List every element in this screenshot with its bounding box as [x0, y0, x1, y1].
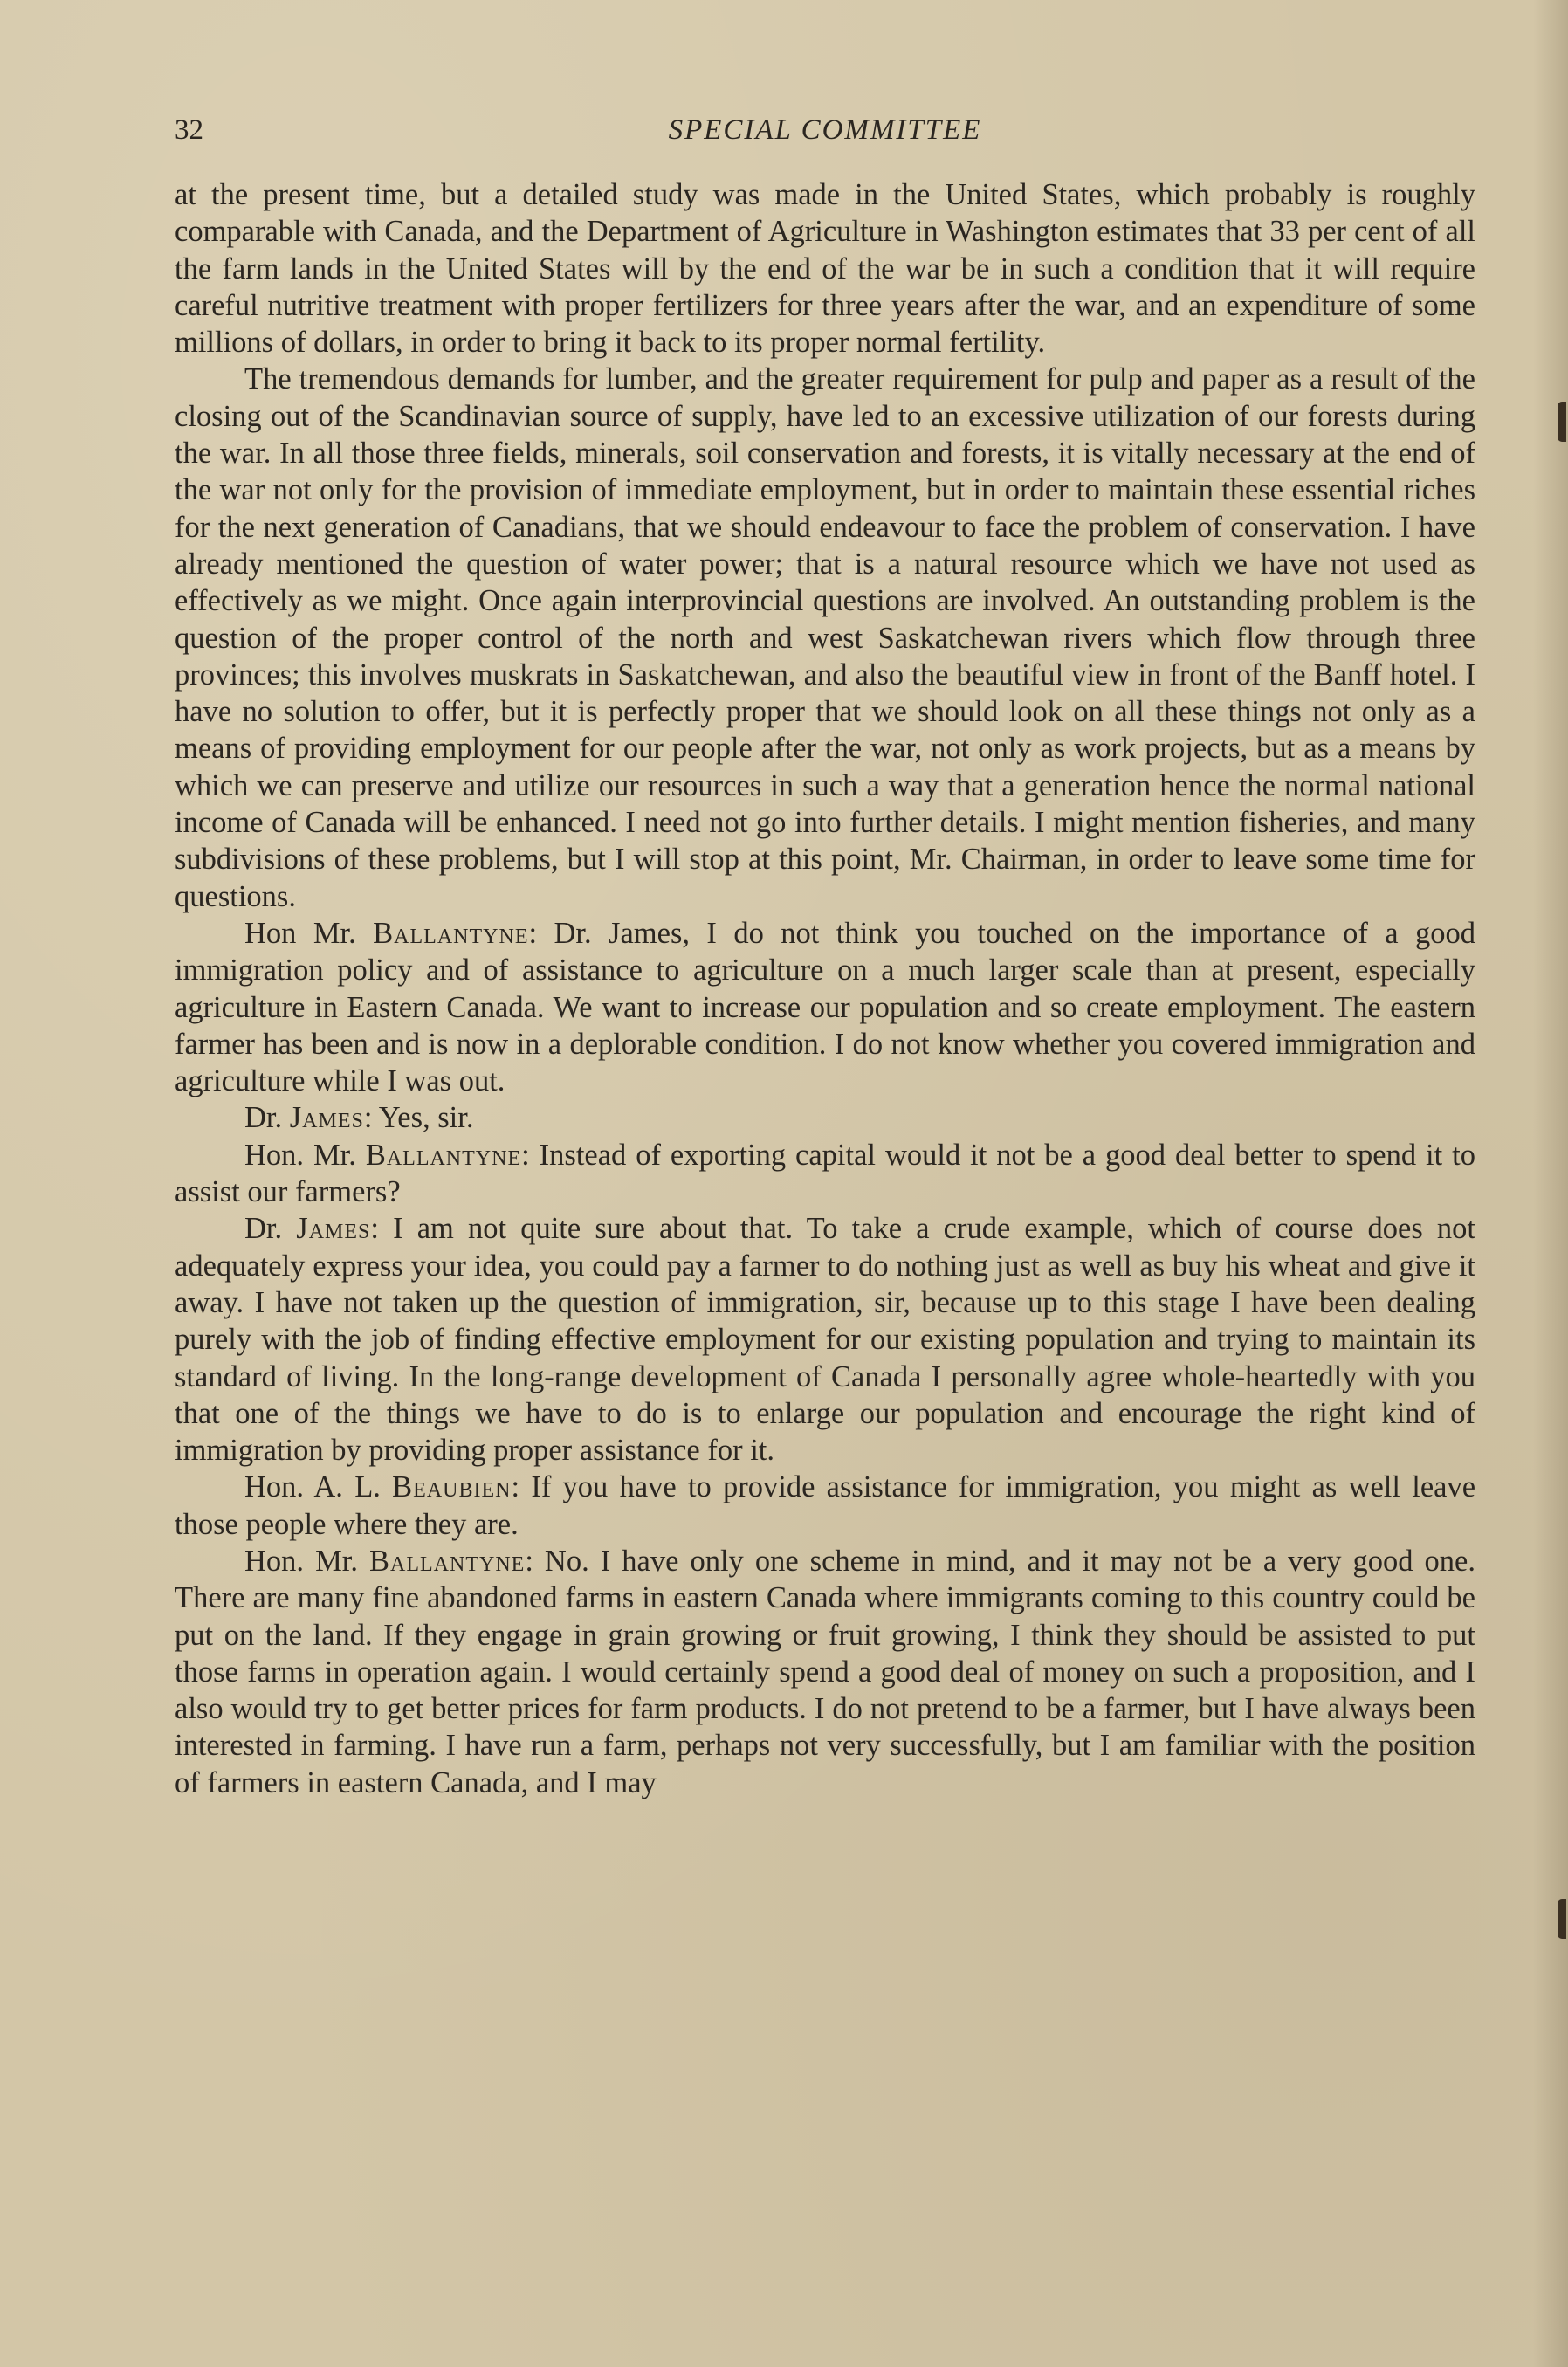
paragraph-text: at the present time, but a detailed study was made in the United States, which probably is roughly comparable with Canada, and the Department of Agriculture in Washington estimates that 33 per cent of all the farm lands in the United States will by the end of the war be in such a condition that it will require careful nutritive treatment with proper fertilizers for three years after the war, and an expenditure of some millions of dollars, in order to bring it back to its proper normal fertility. — [175, 178, 1475, 360]
speaker-name: Ballantyne — [369, 1544, 526, 1578]
speech-paragraph — [175, 1099, 1475, 1136]
speech-paragraph — [175, 1543, 1475, 1801]
speech-text: : Dr. James, I do not think you touched on the importance of a good immigration policy and of assistance to agriculture on a much larger scale than at present, especially agriculture in Eastern Canada. We want to increase our population and so create employment. The eastern farmer has been and is now in a deplorable condition. I do not know whether you covered immigration and agriculture while I was out. — [175, 916, 1475, 1098]
speaker-name: Beaubien — [392, 1470, 512, 1504]
binding-mark — [1558, 1899, 1566, 1939]
speaker-title: Dr. — [244, 1101, 290, 1135]
body-text — [175, 176, 1475, 1801]
speaker-title: Hon. Mr. — [244, 1138, 366, 1172]
paragraph-text: The tremendous demands for lumber, and the greater requirement for pulp and paper as a result of the closing out of the Scandinavian source of supply, have led to an excessive utilization of our forests during the war. In all those three fields, minerals, soil conservation and forests, it is vitally necessary at the end of the war not only for the provision of immediate employment, but in order to maintain these essential riches for the next generation of Canadians, that we should endeavour to face the problem of conservation. I have already mentioned the question of water power; that is a natural resource which we have not used as effectively as we might. Once again interprovincial questions are involved. An outstanding problem is the question of the proper control of the north and west Saskatchewan rivers which flow through three provinces; this involves muskrats in Saskatchewan, and also the beautiful view in front of the Banff hotel. I have no solution to offer, but it is perfectly proper that we should look on all these things not only as a means of providing employment for our people after the war, not only as work projects, but as a means by which we can preserve and utilize our resources in such a way that a generation hence the normal national income of Canada will be enhanced. I need not go into further details. I might mention fisheries, and many subdivisions of these problems, but I will stop at this point, Mr. Chairman, in order to leave some time for questions. — [175, 362, 1475, 913]
page-edge-shadow — [1533, 0, 1568, 2367]
speech-text: : No. I have only one scheme in mind, and it may not be a very good one. There are many fine abandoned farms in eastern Canada where immigrants coming to this country could be put on the land. If they engage in grain growing or fruit growing, I think they should be assisted to put those farms in operation again. I would certainly spend a good deal of money on such a proposition, and I also would try to get better prices for farm products. I do not pretend to be a farmer, but I have always been interested in farming. I have run a farm, perhaps not very successfully, but I am familiar with the position of farmers in eastern Canada, and I may — [175, 1544, 1475, 1799]
speaker-title: Hon. A. L. — [244, 1470, 393, 1504]
paragraph — [175, 361, 1475, 914]
speaker-title: Dr. — [244, 1212, 297, 1246]
speaker-title: Hon. Mr. — [244, 1544, 369, 1578]
page-header — [175, 108, 1475, 152]
speaker-title: Hon Mr. — [244, 916, 374, 950]
speech-text: : Instead of exporting capital would it not be a good deal better to spend it to assist our farmers? — [175, 1138, 1475, 1209]
speech-paragraph — [175, 1469, 1475, 1543]
speech-text: : Yes, sir. — [363, 1101, 474, 1135]
speech-text: : I am not quite sure about that. To take a crude example, which of course does not adequately express your idea, you could pay a farmer to do nothing just as well as buy his wheat and give it away. I have not taken up the question of immigration, sir, because up to this stage I have been dealing purely with the job of finding effective employment for our existing population and trying to maintain its standard of living. In the long-range development of Canada I personally agree whole-heartedly with you that one of the things we have to do is to enlarge our population and encourage the right kind of immigration by providing proper assistance for it. — [175, 1212, 1476, 1468]
speech-text: : If you have to provide assistance for immigration, you might as well leave those people where they are. — [175, 1470, 1476, 1541]
speaker-name: James — [296, 1212, 371, 1246]
speaker-name: Ballantyne — [365, 1138, 522, 1172]
speaker-name: Ballantyne — [373, 916, 529, 950]
speaker-name: James — [289, 1101, 364, 1135]
running-title: SPECIAL COMMITTEE — [668, 114, 982, 146]
speech-paragraph — [175, 1210, 1475, 1469]
binding-mark — [1558, 402, 1566, 442]
page-number: 32 — [175, 114, 203, 146]
speech-paragraph — [175, 1137, 1475, 1211]
paragraph — [175, 176, 1475, 361]
speech-paragraph — [175, 915, 1475, 1099]
